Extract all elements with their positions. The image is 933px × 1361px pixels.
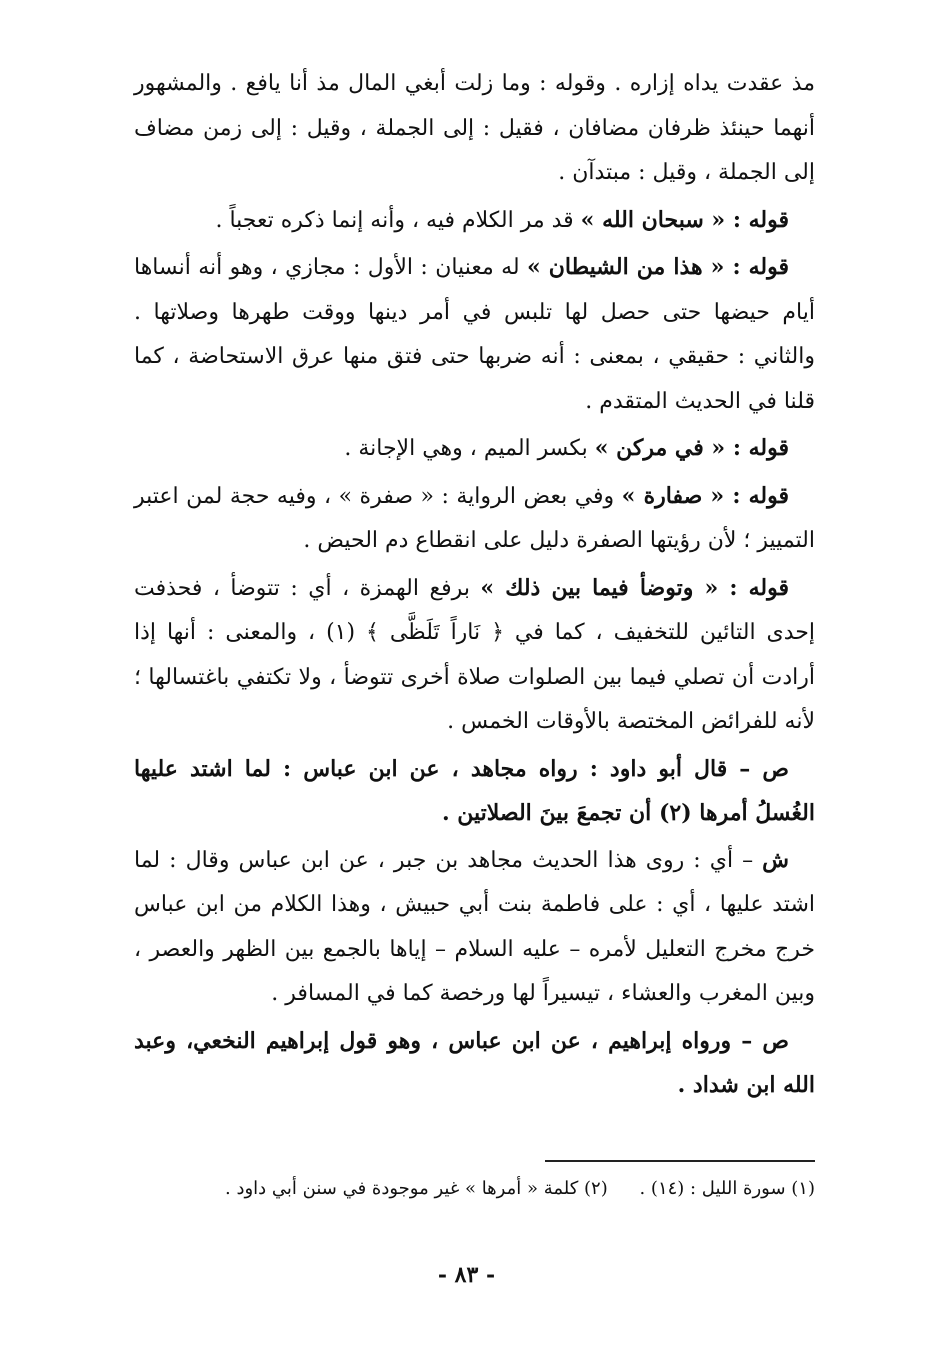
paragraph-lead: قوله : « في مركن »: [594, 435, 789, 461]
paragraph-lead: قوله : « وتوضأ فيما بين ذلك »: [480, 574, 789, 601]
paragraph-lead: قوله : « صفارة »: [621, 482, 789, 509]
paragraph-sufara: [134, 474, 815, 564]
footnotes: [134, 1172, 815, 1206]
paragraph-mirkan: [134, 426, 815, 472]
paragraph-lead: قوله : « سبحان الله »: [580, 206, 789, 233]
paragraph-abu-dawud: [134, 747, 815, 836]
paragraph-text: ص – ورواه إبراهيم ، عن ابن عباس ، وهو قول إبراهيم النخعي، وعبد الله ابن شداد .: [134, 1027, 815, 1098]
paragraph-text: ص – قال أبو داود : رواه مجاهد ، عن ابن عباس : لما اشتد عليها الغُسلُ أمرها (٢) أن تجمعَ بينَ الصلاتين .: [134, 755, 815, 826]
footnote-2: (٢) كلمة « أمرها » غير موجودة في سنن أبي داود .: [225, 1178, 608, 1199]
paragraph-shaytan: [134, 245, 815, 424]
paragraph-ibrahim: [134, 1019, 815, 1108]
paragraph-1: [134, 62, 815, 196]
paragraph-1-text: مذ عقدت يداه إزاره . وقوله : وما زلت أبغي المال مذ أنا يافع . والمشهور أنهما حينئذ ظرفان مضافان ، فقيل : إلى الجملة ، وقيل : إلى زمن مضاف إلى الجملة ، وقيل : مبتدآن .: [134, 71, 815, 185]
paragraph-text: – أي : روى هذا الحديث مجاهد بن جبر ، عن ابن عباس وقال : لما اشتد عليها ، أي : على فاطمة بنت أبي حبيش ، وهذا الكلام من ابن عباس خرج مخرج التعليل لأمره – عليه السلام – إياها بالجمع بين الظهر والعصر ، وبين المغرب والعشاء ، تيسيراً لها ورخصة كما في المسافر .: [134, 847, 815, 1006]
page-number: - ٨٣ -: [437, 1262, 496, 1288]
paragraph-text: بكسر الميم ، وهي الإجانة .: [344, 436, 595, 461]
paragraph-lead: قوله : « هذا من الشيطان »: [526, 254, 789, 280]
paragraph-lead: ش: [762, 846, 789, 873]
footnote-1: (١) سورة الليل : (١٤) .: [639, 1178, 815, 1199]
paragraph-text: له معنيان : الأول : مجازي ، وهو أنه أنساها أيام حيضها حتى حصل لها تلبس في أمر دينها ووقت طهرها وصلاتها . والثاني : حقيقي ، بمعنى : أنه ضربها حتى فتق منها عرق الاستحاضة ، كما قلنا في الحديث المتقدم .: [134, 255, 815, 414]
paragraph-text: قد مر الكلام فيه ، وأنه إنما ذكره تعجباً .: [215, 207, 581, 233]
paragraph-text: وفي بعض الرواية : « صفرة » ، وفيه حجة لمن اعتبر التمييز ؛ لأن رؤيتها الصفرة دليل على انقطاع دم الحيض .: [134, 483, 815, 553]
paragraph-sharh: [134, 838, 815, 1017]
paragraph-tawadda: [134, 566, 815, 745]
page-body: [134, 62, 815, 1110]
paragraph-subhan-allah: [134, 198, 815, 244]
footnote-separator: [545, 1160, 815, 1162]
paragraph-text: برفع الهمزة ، أي : تتوضأ ، فحذفت إحدى التائين للتخفيف ، كما في ﴿ نَاراً تَلَظَّى ﴾ (١) ، والمعنى : أنها إذا أرادت أن تصلي فيما بين الصلوات صلاة أخرى تتوضأ ، ولا تكتفي باغتسالها ؛ لأنه للفرائض المختصة بالأوقات الخمس .: [134, 575, 815, 734]
